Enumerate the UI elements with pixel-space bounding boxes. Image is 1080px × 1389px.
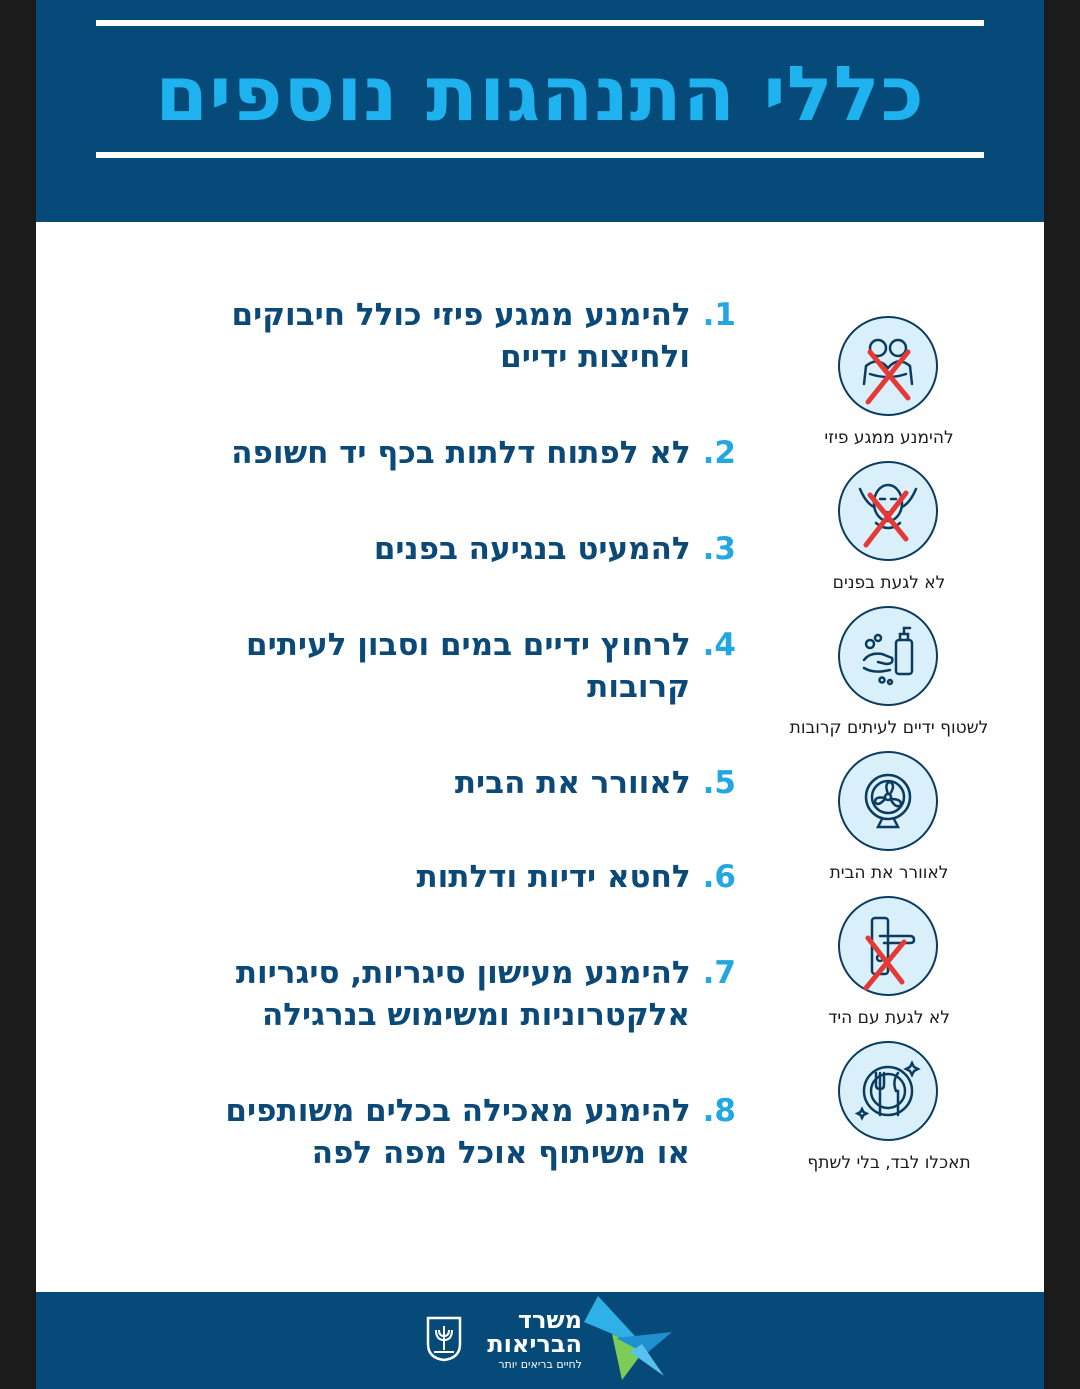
rule-text-line2: אלקטרוניות ומשימוש בנרגילה [261, 997, 690, 1033]
rule-text-line2: קרובות [587, 669, 690, 705]
rule-number: 8. [702, 1093, 736, 1129]
rule-item-3 [216, 528, 736, 570]
header-banner [36, 0, 1044, 222]
hand-wash-icon [838, 606, 938, 706]
fan-icon [838, 751, 938, 851]
footer-banner [36, 1292, 1044, 1389]
header-divider-bottom [96, 152, 984, 158]
rule-text-line1: לחטא ידיות ודלתות [416, 859, 691, 895]
rule-text-line1: לא לפתוח דלתות בכף יד חשופה [231, 435, 691, 471]
no-face-touch-icon [838, 461, 938, 561]
icon-label: לשטוף ידיים לעיתים קרובות [789, 718, 989, 738]
page-title: כללי התנהגות נוספים [155, 48, 925, 138]
rule-number: 6. [702, 859, 736, 895]
icon-label: תאכלו לבד, בלי לשתף [807, 1153, 971, 1173]
rule-number: 3. [702, 531, 736, 567]
ministry-slogan: לחיים בריאים יותר [498, 1358, 582, 1371]
rule-text-line1: להמעיט בנגיעה בפנים [373, 531, 691, 567]
rule-text-line1: להימנע מעישון סיגריות, סיגריות [235, 955, 691, 991]
rule-item-4 [216, 624, 736, 708]
plate-utensils-icon [838, 1041, 938, 1141]
ministry-name-line2: הבריאות [487, 1330, 582, 1358]
no-hug-icon [838, 316, 938, 416]
rule-text-line1: לאוורר את הבית [454, 765, 691, 801]
ministry-name [472, 1308, 582, 1356]
ministry-logo-star-icon [576, 1292, 676, 1384]
no-door-handle-icon [838, 896, 938, 996]
icon-label: להימנע ממגע פיזי [824, 428, 954, 448]
rule-number: 2. [702, 435, 736, 471]
rule-item-5 [216, 762, 736, 804]
header-divider-top [96, 20, 984, 26]
rule-text-line1: לרחוץ ידיים במים וסבון לעיתים [246, 627, 691, 663]
poster [36, 0, 1044, 1389]
icon-label: לא לגעת בפנים [832, 573, 946, 593]
rule-number: 1. [702, 297, 736, 333]
rule-number: 5. [702, 765, 736, 801]
rule-text-line1: להימנע ממגע פיזי כולל חיבוקים [231, 297, 691, 333]
icon-label: לאוורר את הבית [829, 863, 949, 883]
icon-label: לא לגעת עם היד [828, 1008, 950, 1028]
rule-text-line1: להימנע מאכילה בכלים משותפים [225, 1093, 691, 1129]
rule-text-line2: ולחיצות ידיים [500, 339, 690, 375]
rule-text-line2: או משיתוף אוכל מפה לפה [311, 1135, 690, 1171]
rule-number: 7. [702, 955, 736, 991]
rule-item-1 [216, 294, 736, 378]
rule-item-6 [216, 856, 736, 898]
state-emblem-icon [424, 1314, 464, 1362]
rule-item-8 [216, 1090, 736, 1174]
rule-item-7 [216, 952, 736, 1036]
rule-item-2 [216, 432, 736, 474]
ministry-name-line1: משרד [517, 1306, 582, 1334]
rule-number: 4. [702, 627, 736, 663]
